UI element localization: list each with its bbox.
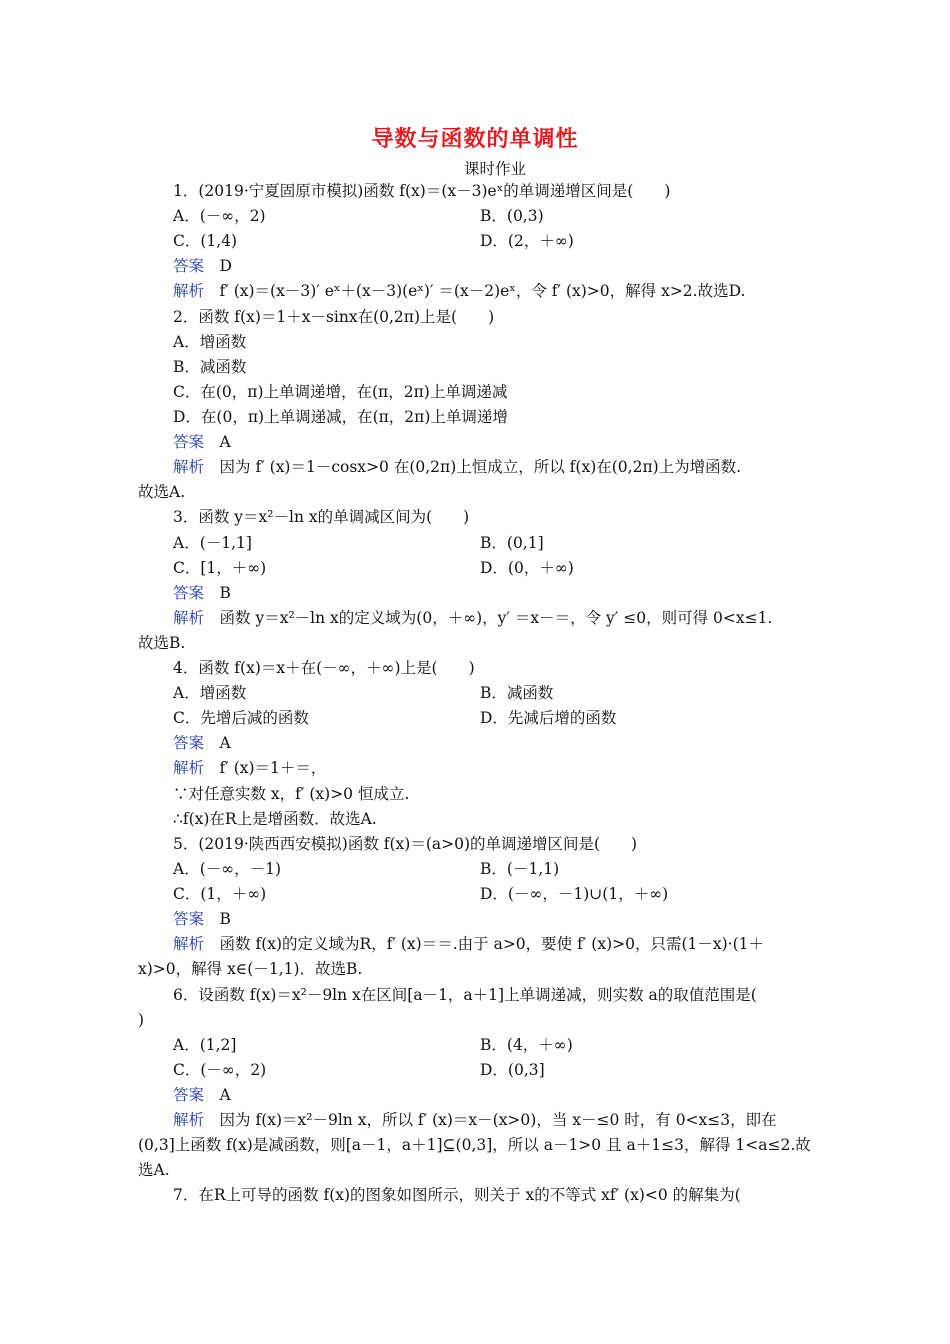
analysis-label: 解析 [173, 282, 205, 300]
page-subtitle: 课时作业 [463, 160, 526, 178]
question-2-option-b: B．减函数 [173, 358, 247, 376]
analysis-label: 解析 [173, 609, 205, 627]
question-6-option-a: A．(1,2] [173, 1036, 237, 1054]
question-3-stem: 3．函数 y＝x²－ln x的单调减区间为( ) [173, 508, 470, 526]
answer-value: A [219, 734, 231, 752]
question-1-answer [173, 255, 232, 277]
answer-label: 答案 [173, 257, 205, 275]
question-6-analysis-cont: (0,3]上函数 f(x)是减函数，则[a－1，a＋1]⊆(0,3]，所以 a－1>0 且 a＋1≤3，解得 1<a≤2.故 [138, 1136, 811, 1154]
question-7-stem: 7．在R上可导的函数 f(x)的图象如图所示，则关于 x的不等式 xf′ (x)<0 的解集为( [173, 1186, 741, 1204]
question-1-option-a: A．(－∞，2) [173, 207, 266, 225]
question-6-analysis-cont-2: 选A. [138, 1161, 170, 1179]
question-1-stem: 1．(2019·宁夏固原市模拟)函数 f(x)＝(x－3)eˣ的单调递增区间是( ) [173, 182, 671, 200]
question-3-analysis [173, 607, 772, 629]
question-1-option-c: C．(1,4) [173, 232, 238, 250]
question-2-option-c: C．在(0，π)上单调递增，在(π，2π)上单调递减 [173, 383, 508, 401]
answer-label: 答案 [173, 433, 205, 451]
analysis-text: f′ (x)＝(x－3)′ eˣ＋(x－3)(eˣ)′ ＝(x－2)eˣ，令 f′ (x)>0，解得 x>2.故选D. [219, 282, 746, 300]
question-5-stem: 5．(2019·陕西西安模拟)函数 f(x)＝(a>0)的单调递增区间是( ) [173, 835, 638, 853]
question-5-answer [173, 908, 231, 930]
question-2-option-d: D．在(0，π)上单调递减，在(π，2π)上单调递增 [173, 408, 508, 426]
answer-label: 答案 [173, 734, 205, 752]
question-5-analysis [173, 933, 764, 955]
question-5-option-c: C．(1，＋∞) [173, 885, 267, 903]
answer-label: 答案 [173, 910, 205, 928]
analysis-text: 函数 y＝x²－ln x的定义域为(0，＋∞)，y′ ＝x－＝，令 y′ ≤0，则可得 0<x≤1. [219, 609, 773, 627]
question-1-analysis [173, 280, 745, 302]
analysis-label: 解析 [173, 458, 205, 476]
question-5-option-b: B．(－1,1) [480, 860, 560, 878]
answer-value: B [219, 910, 231, 928]
analysis-label: 解析 [173, 759, 205, 777]
analysis-text: 因为 f(x)＝x²－9ln x，所以 f′ (x)＝x－(x>0)，当 x－≤0 时，有 0<x≤3，即在 [219, 1111, 777, 1129]
question-2-analysis-cont: 故选A. [138, 483, 186, 501]
question-4-answer [173, 732, 231, 754]
question-6-option-d: D．(0,3] [480, 1061, 545, 1079]
question-1-option-b: B．(0,3) [480, 207, 544, 225]
analysis-label: 解析 [173, 935, 205, 953]
question-5-option-d: D．(－∞，－1)∪(1，＋∞) [480, 885, 669, 903]
question-4-option-c: C．先增后减的函数 [173, 709, 309, 727]
question-2-option-a: A．增函数 [173, 333, 247, 351]
question-2-stem: 2．函数 f(x)＝1＋x－sinx在(0,2π)上是( ) [173, 308, 495, 326]
question-1-option-d: D．(2，＋∞) [480, 232, 574, 250]
answer-value: A [219, 433, 231, 451]
question-5-analysis-cont: x)>0，解得 x∈(－1,1)．故选B. [138, 960, 363, 978]
question-2-answer [173, 431, 231, 453]
question-4-option-b: B．减函数 [480, 684, 554, 702]
question-6-option-b: B．(4，＋∞) [480, 1036, 573, 1054]
question-3-option-b: B．(0,1] [480, 534, 544, 552]
answer-label: 答案 [173, 584, 205, 602]
question-2-analysis [173, 456, 741, 478]
answer-value: A [219, 1086, 231, 1104]
question-6-stem: 6．设函数 f(x)＝x²－9ln x在区间[a－1，a＋1]上单调递减，则实数 a的取值范围是( [173, 986, 757, 1004]
analysis-text: 因为 f′ (x)＝1－cosx>0 在(0,2π)上恒成立，所以 f(x)在(0,2π)上为增函数. [219, 458, 742, 476]
question-6-answer [173, 1084, 231, 1106]
analysis-text: 函数 f(x)的定义域为R，f′ (x)＝＝.由于 a>0，要使 f′ (x)>0，只需(1－x)·(1＋ [219, 935, 764, 953]
question-4-analysis-cont: ∵对任意实数 x，f′ (x)>0 恒成立. [173, 785, 410, 803]
question-4-option-d: D．先减后增的函数 [480, 709, 617, 727]
question-5-option-a: A．(－∞，－1) [173, 860, 282, 878]
analysis-label: 解析 [173, 1111, 205, 1129]
question-3-analysis-cont: 故选B. [138, 634, 186, 652]
page-title: 导数与函数的单调性 [371, 126, 579, 152]
question-4-stem: 4．函数 f(x)＝x＋在(－∞，＋∞)上是( ) [173, 659, 475, 677]
question-6-option-c: C．(－∞，2) [173, 1061, 267, 1079]
question-4-analysis [173, 757, 326, 779]
question-6-stem-cont: ) [138, 1011, 145, 1029]
answer-label: 答案 [173, 1086, 205, 1104]
question-6-analysis [173, 1109, 777, 1131]
question-3-option-a: A．(－1,1] [173, 534, 252, 552]
question-3-option-d: D．(0，＋∞) [480, 559, 574, 577]
question-3-answer [173, 582, 231, 604]
answer-value: D [219, 257, 232, 275]
answer-value: B [219, 584, 231, 602]
question-3-option-c: C．[1，＋∞) [173, 559, 267, 577]
question-4-analysis-cont-2: ∴f(x)在R上是增函数．故选A. [173, 810, 377, 828]
analysis-text: f′ (x)＝1＋＝， [219, 759, 327, 777]
question-4-option-a: A．增函数 [173, 684, 247, 702]
